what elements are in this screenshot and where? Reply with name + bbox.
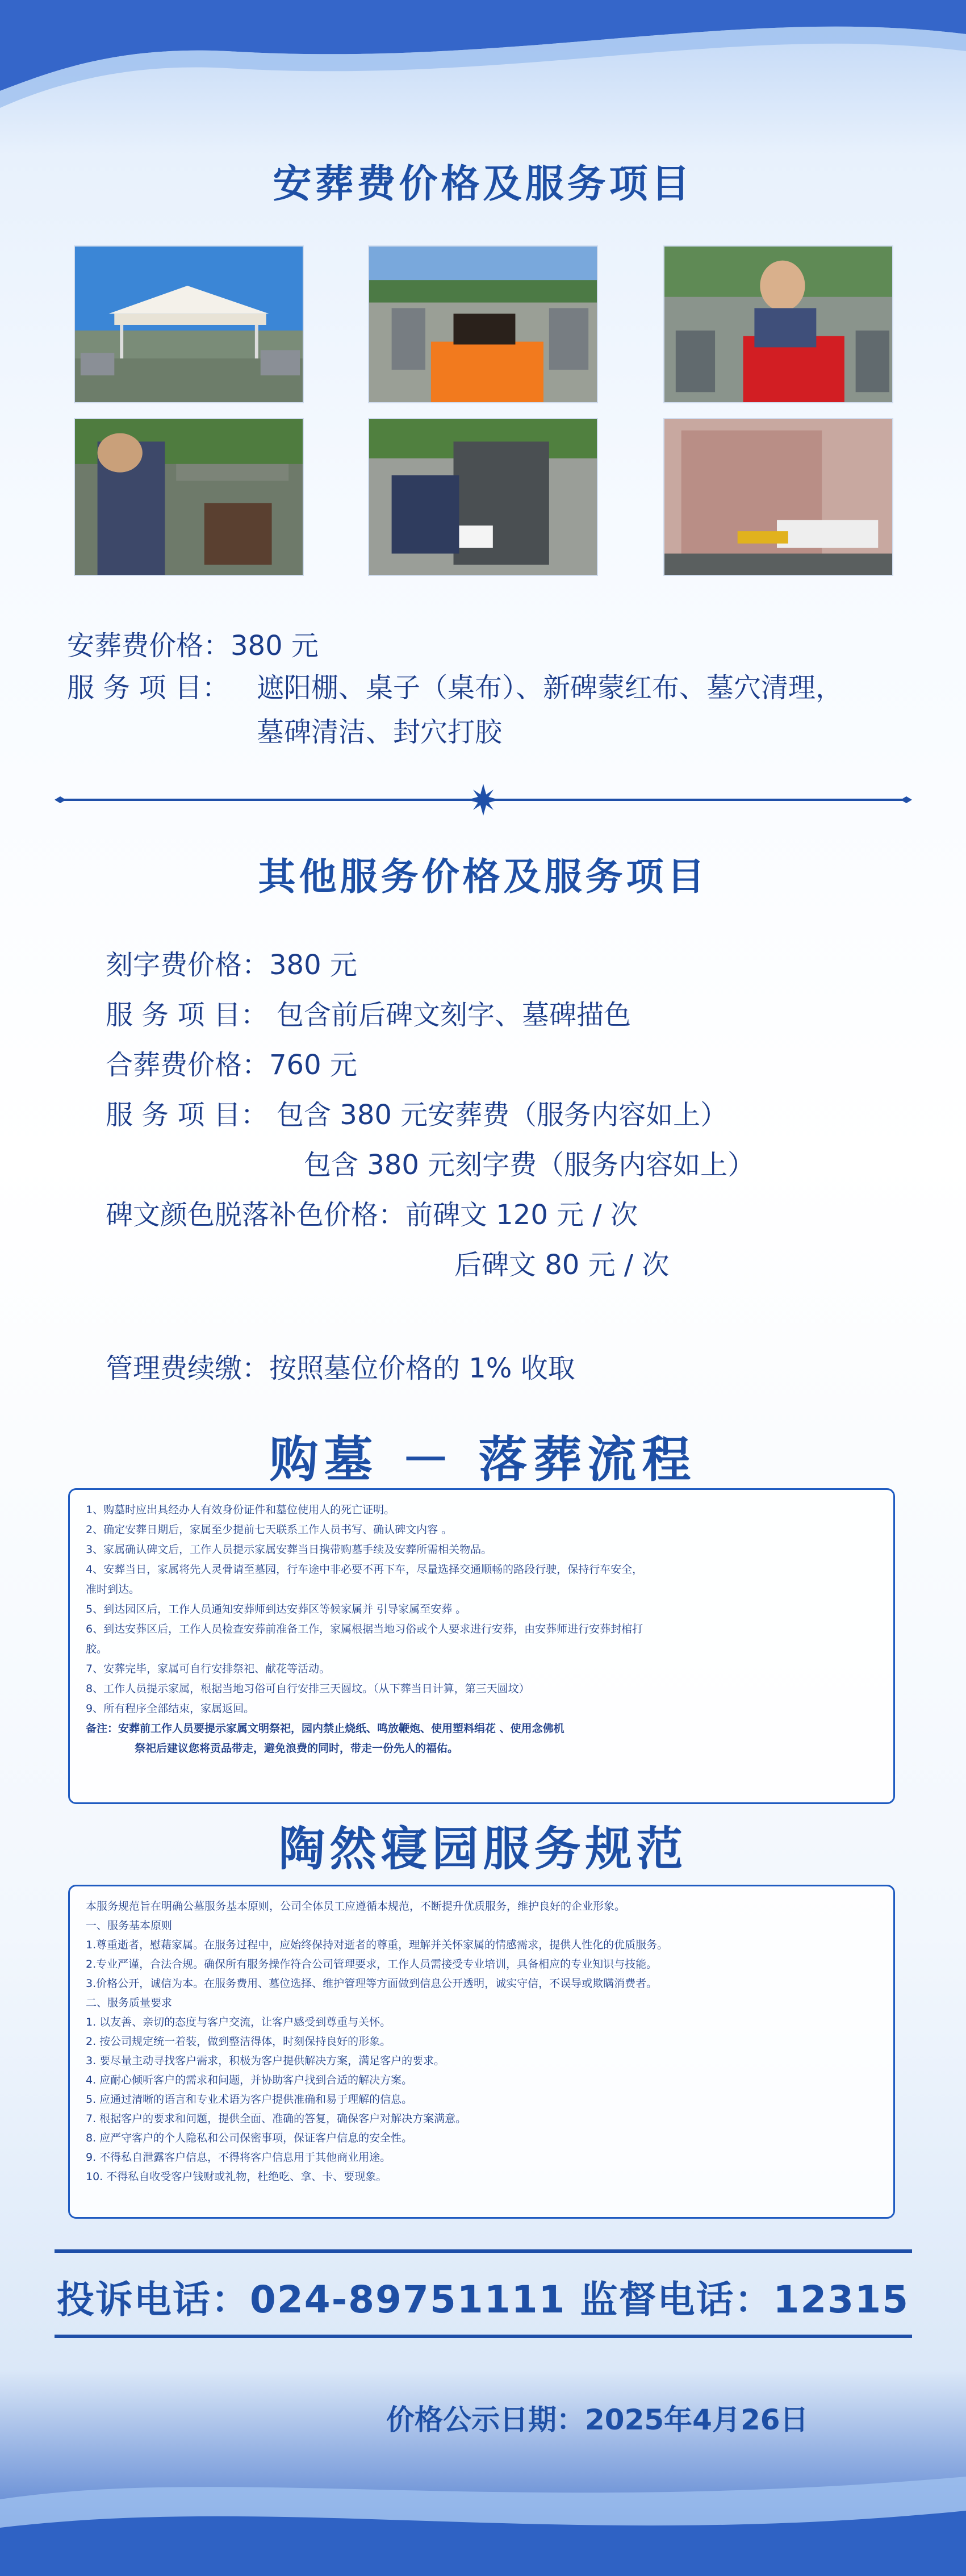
section2-title: 其他服务价格及服务项目: [258, 855, 708, 899]
grave-cleaning-photo: [74, 418, 304, 576]
standard-line: 二、服务质量要求: [86, 1997, 173, 2009]
service-standard-box: [68, 1885, 895, 2219]
burial-fee-price: 安葬费价格：380 元: [67, 630, 319, 662]
carving-fee-items: 服 务 项 目： 包含前后碑文刻字、墓碑描色: [106, 999, 632, 1031]
standard-line: 5. 应通过清晰的语言和专业术语为客户提供准确和易于理解的信息。: [86, 2093, 413, 2106]
standard-line: 1. 以友善、亲切的态度与客户交流，让客户感受到尊重与关怀。: [86, 2016, 391, 2028]
contact-top-rule: [55, 2249, 912, 2253]
red-cloth-tombstone-photo: [663, 245, 893, 403]
section-divider: [55, 783, 912, 817]
top-wave-decoration: [0, 0, 966, 125]
management-fee: 管理费续缴：按照墓位价格的 1% 收取: [106, 1352, 575, 1384]
standard-line: 3. 要尽量主动寻找客户需求，积极为客户提供解决方案，满足客户的要求。: [86, 2055, 445, 2067]
burial-process-box: [68, 1488, 895, 1804]
process-step: 6、到达安葬区后，工作人员检查安葬前准备工作，家属根据当地习俗或个人要求进行安葬，由安葬师进行安葬封棺打: [86, 1623, 643, 1635]
process-step: 3、家属确认碑文后，工作人员提示家属安葬当日携带购墓手续及安葬所需相关物品。: [86, 1543, 492, 1556]
process-step: 5、到达园区后，工作人员通知安葬师到达安葬区等候家属并 引导家属至安葬 。: [86, 1603, 467, 1615]
process-step: 7、安葬完毕，家属可自行安排祭祀、献花等活动。: [86, 1663, 331, 1675]
burial-items-line2: 墓碑清洁、封穴打胶: [257, 716, 503, 748]
standard-line: 2.专业严谨，合法合规。确保所有服务操作符合公司管理要求，工作人员需接受专业培训，具备相应的专业知识与技能。: [86, 1958, 658, 1970]
process-step: 准时到达。: [86, 1583, 140, 1596]
contact-phone-line: 投诉电话：024-89751111 监督电话：12315: [56, 2278, 910, 2322]
joint-burial-items-1: 服 务 项 目： 包含 380 元安葬费（服务内容如上）: [106, 1099, 728, 1131]
process-step: 胶。: [86, 1643, 108, 1655]
burial-items-line1: 遮阳棚、桌子（桌布）、新碑蒙红布、墓穴清理，: [257, 672, 843, 704]
section3-title: 购墓 － 落葬流程: [269, 1431, 697, 1488]
sealing-glue-photo: [663, 418, 893, 576]
process-step: 9、所有程序全部结束，家属返回。: [86, 1702, 255, 1715]
burial-items-label: 服 务 项 目：: [67, 672, 229, 704]
price-publish-date: 价格公示日期：2025年4月26日: [386, 2403, 809, 2436]
standard-line: 4. 应耐心倾听客户的需求和问题，并协助客户找到合适的解决方案。: [86, 2074, 413, 2086]
table-red-cloth-photo: [368, 245, 598, 403]
bottom-wave-decoration: [0, 2431, 966, 2576]
joint-burial-items-2: 包含 380 元刻字费（服务内容如上）: [304, 1149, 755, 1181]
standard-line: 1.尊重逝者，慰藉家属。在服务过程中，应始终保持对逝者的尊重，理解并关怀家属的情感需求，提供人性化的优质服务。: [86, 1939, 668, 1951]
joint-burial-price: 合葬费价格：760 元: [106, 1049, 357, 1081]
standard-line: 9. 不得私自泄露客户信息，不得将客户信息用于其他商业用途。: [86, 2151, 391, 2164]
standard-line: 10. 不得私自收受客户钱财或礼物，杜绝吃、拿、卡、要现象。: [86, 2170, 387, 2183]
standard-line: 8. 应严守客户的个人隐私和公司保密事项，保证客户信息的安全性。: [86, 2132, 413, 2144]
section4-title: 陶然寝园服务规范: [278, 1822, 688, 1876]
repaint-price-1: 碑文颜色脱落补色价格：前碑文 120 元 / 次: [106, 1199, 638, 1231]
standard-line: 一、服务基本原则: [86, 1919, 173, 1932]
section1-title: 安葬费价格及服务项目: [273, 162, 693, 207]
tombstone-wiping-photo: [368, 418, 598, 576]
standard-line: 本服务规范旨在明确公墓服务基本原则，公司全体员工应遵循本规范，不断提升优质服务，维护良好的企业形象。: [86, 1900, 626, 1913]
contact-bottom-rule: [55, 2335, 912, 2338]
process-note: 祭祀后建议您将贡品带走，避免浪费的同时，带走一份先人的福佑。: [135, 1742, 459, 1755]
standard-line: 3.价格公开，诚信为本。在服务费用、墓位选择、维护管理等方面做到信息公开透明，诚实守信，不误导或欺瞒消费者。: [86, 1977, 658, 1990]
process-step: 8、工作人员提示家属，根据当地习俗可自行安排三天圆坟。（从下葬当日计算，第三天圆坟）: [86, 1682, 530, 1695]
carving-fee-price: 刻字费价格：380 元: [106, 949, 357, 981]
process-step: 4、安葬当日，家属将先人灵骨请至墓园，行车途中非必要不再下车，尽量选择交通顺畅的路段行驶，保持行车安全，: [86, 1563, 643, 1576]
repaint-price-2: 后碑文 80 元 / 次: [454, 1249, 670, 1281]
standard-line: 2. 按公司规定统一着装，做到整洁得体，时刻保持良好的形象。: [86, 2035, 391, 2048]
standard-line: 7. 根据客户的要求和问题，提供全面、准确的答复，确保客户对解决方案满意。: [86, 2112, 467, 2125]
process-step: 1、购墓时应出具经办人有效身份证件和墓位使用人的死亡证明。: [86, 1504, 395, 1516]
process-note: 备注：安葬前工作人员要提示家属文明祭祀，园内禁止烧纸、鸣放鞭炮、使用塑料绢花 、使用念佛机: [86, 1722, 564, 1735]
canopy-tent-photo: [74, 245, 304, 403]
process-step: 2、确定安葬日期后，家属至少提前七天联系工作人员书写、确认碑文内容 。: [86, 1523, 453, 1536]
